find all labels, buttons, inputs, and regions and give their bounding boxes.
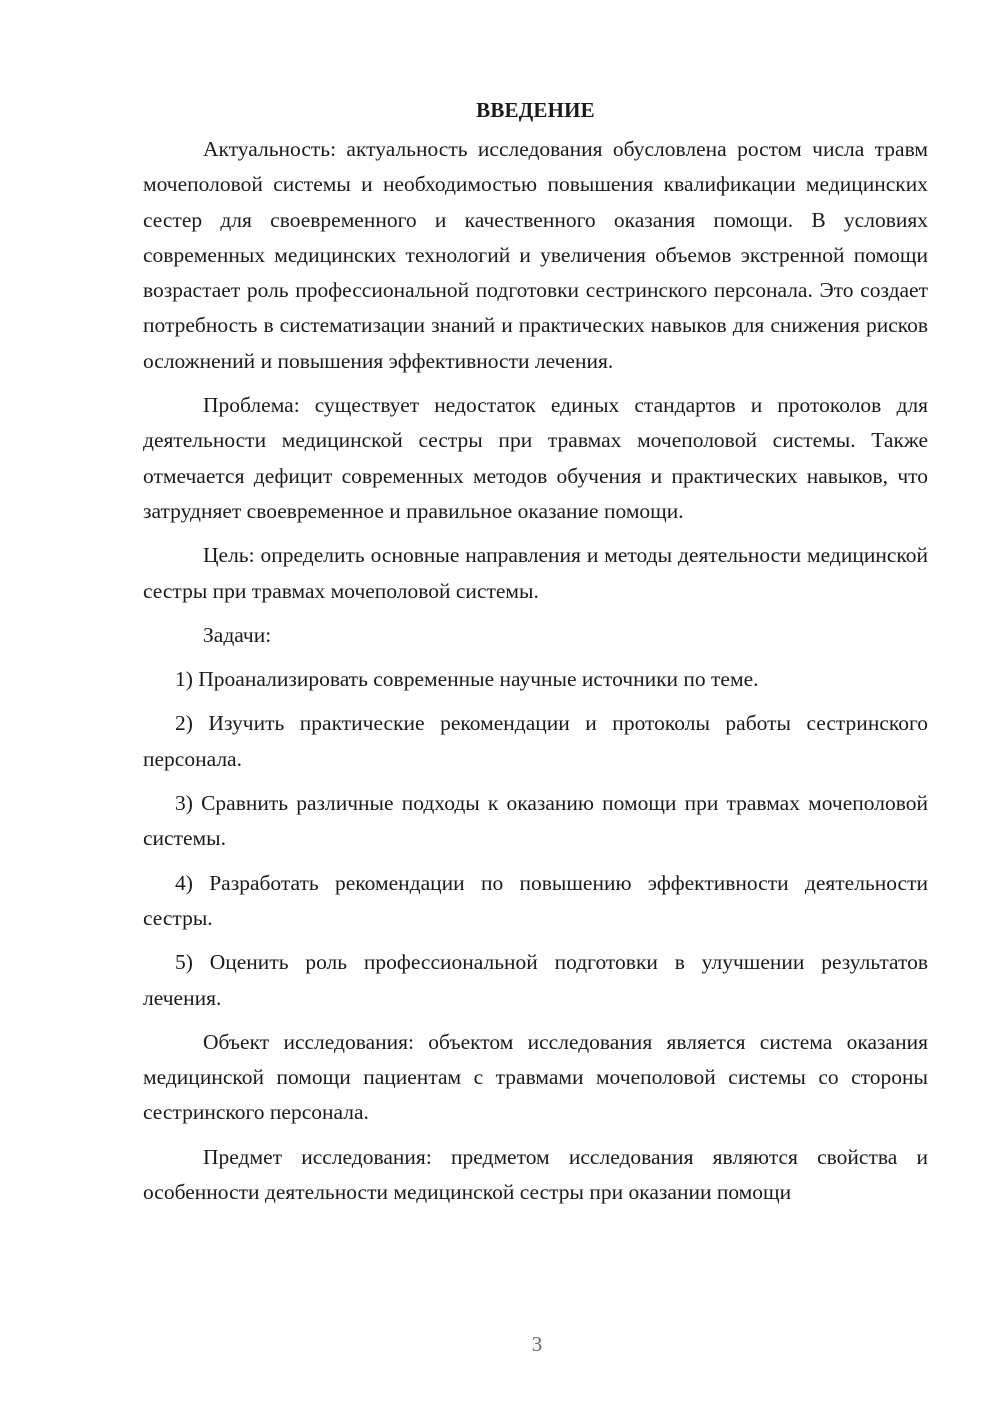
page-content	[143, 92, 928, 1210]
paragraph-relevance: Актуальность: актуальность исследования обусловлена ростом числа травм мочеполовой системы и необходимостью повышения квалификации медицинских сестер для своевременного и качественного оказания помощи. В условиях современных медицинских технологий и увеличения объемов экстренной помощи возрастает роль профессиональной подготовки сестринского персонала. Это создает потребность в систематизации знаний и практических навыков для снижения рисков осложнений и повышения эффективности лечения.	[143, 137, 928, 373]
paragraph-problem: Проблема: существует недостаток единых стандартов и протоколов для деятельности медицинской сестры при травмах мочеполовой системы. Также отмечается дефицит современных методов обучения и практических навыков, что затрудняет своевременное и правильное оказание помощи.	[143, 393, 928, 523]
task-item-5: 5) Оценить роль профессиональной подготовки в улучшении результатов лечения.	[143, 950, 928, 1010]
paragraph-goal: Цель: определить основные направления и методы деятельности медицинской сестры при травмах мочеполовой системы.	[143, 543, 928, 603]
paragraph-subject: Предмет исследования: предметом исследования являются свойства и особенности деятельности медицинской сестры при оказании помощи	[143, 1144, 928, 1205]
section-title: ВВЕДЕНИЕ	[476, 98, 595, 122]
task-item-1: 1) Проанализировать современные научные источники по теме.	[175, 667, 759, 692]
task-item-3: 3) Сравнить различные подходы к оказанию помощи при травмах мочеполовой системы.	[143, 791, 928, 851]
tasks-label: Задачи:	[203, 622, 272, 647]
task-item-2: 2) Изучить практические рекомендации и протоколы работы сестринского персонала.	[143, 711, 928, 771]
page-number: 3	[531, 1332, 543, 1356]
task-item-4: 4) Разработать рекомендации по повышению эффективности деятельности сестры.	[143, 870, 928, 930]
paragraph-object: Объект исследования: объектом исследования является система оказания медицинской помощи пациентам с травмами мочеполовой системы со стороны сестринского персонала.	[143, 1029, 928, 1125]
